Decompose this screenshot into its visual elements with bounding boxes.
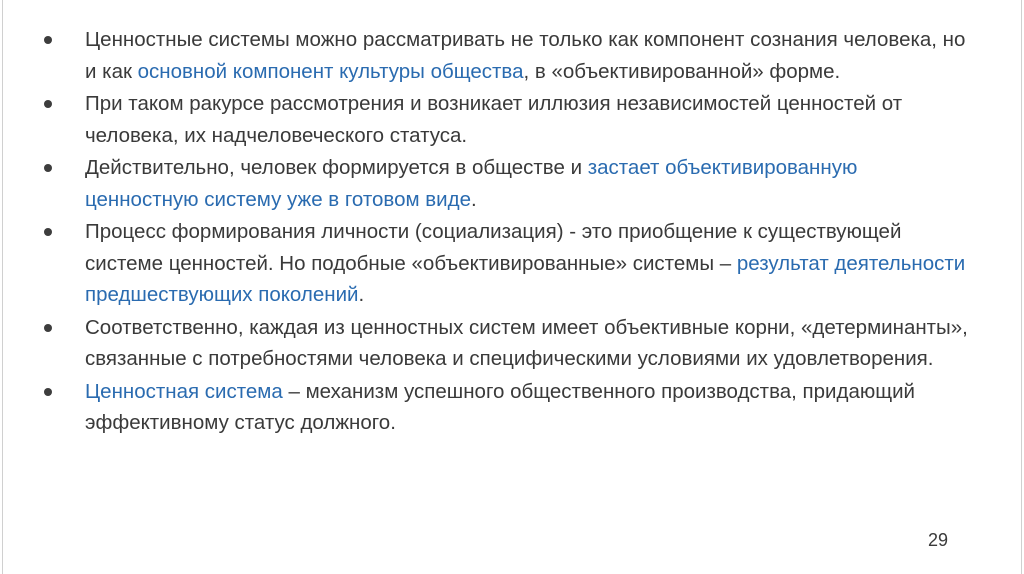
bullet-dot-icon [44,100,52,108]
bullet-text: Действительно, человек формируется в обществе и [85,156,588,179]
bullet-text: При таком ракурсе рассмотрения и возникает иллюзия независимостей ценностей от человека, их надчеловеческого статуса. [85,92,903,147]
highlighted-phrase: Ценностная система [85,379,283,403]
highlighted-phrase: застает объективированную ценностную систему уже в готовом виде [85,156,858,211]
highlighted-phrase: основной компонент культуры общества [137,59,524,83]
bullet-item [40,216,970,311]
bullet-item [40,24,970,87]
bullet-item [40,312,970,375]
bullet-dot-icon [44,36,52,44]
highlighted-phrase: результат деятельности предшествующих поколений [85,251,966,306]
bullet-text: Ценностные системы можно рассматривать не только как компонент сознания человека, но и как [85,28,966,83]
slide-left-border [2,0,3,574]
bullet-item [40,88,970,151]
bullet-text: – механизм успешного общественного производства, придающий эффективному статус должного. [85,379,915,434]
bullet-dot-icon [44,164,52,172]
bullet-text: . [358,283,365,306]
bullet-text: , в «объективированной» форме. [523,59,841,83]
bullet-item [40,152,970,215]
bullet-text: Соответственно, каждая из ценностных систем имеет объективные корни, «детерминанты», связанные с потребностями человека и специфическими условиями их удовлетворения. [85,315,968,370]
bullet-dot-icon [44,324,52,332]
bullet-text: Процесс формирования личности (социализация) - это приобщение к существующей системе ценностей. Но подобные «объективированные» системы – [85,220,902,275]
slide-right-border [1021,0,1022,574]
bullet-list [40,24,970,440]
page-number: 29 [927,530,948,550]
bullet-item [40,376,970,439]
bullet-text: . [471,187,477,211]
bullet-dot-icon [44,228,52,236]
bullet-dot-icon [44,388,52,396]
